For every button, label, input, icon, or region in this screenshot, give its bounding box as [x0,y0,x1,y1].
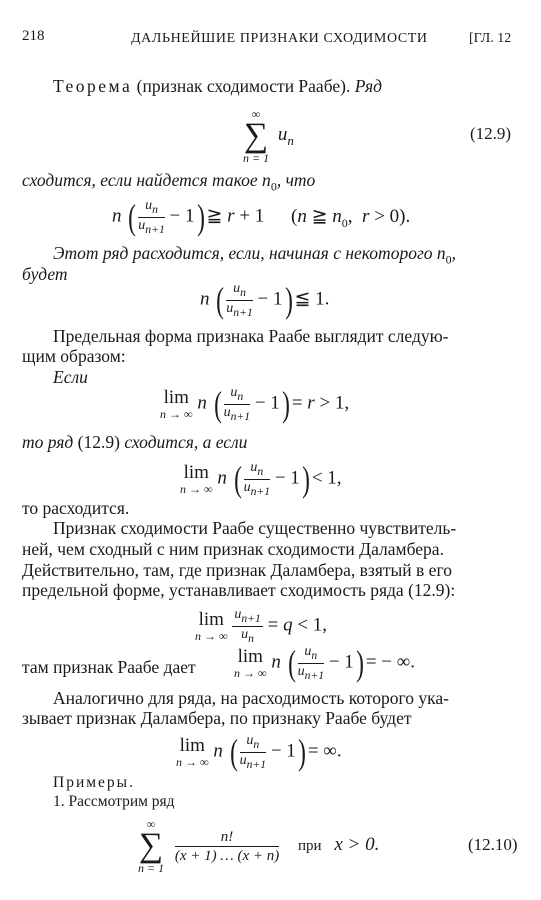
inequality-1: n ( $\frac{u_n}{u_{n+1}}$ − 1) ≧ r + 1 (n ≧ $n_0$, r > 0). [112,197,411,238]
n0-subscript-2: 0 [445,252,452,267]
sens-line-3: Действительно, там, где признак Даламбера, взятый в его [22,560,452,580]
inequality-2: n ( $\frac{u_n}{u_{n+1}}$ − 1) ≦ 1. [200,280,330,321]
diverges-text: Этот ряд расходится, если, начиная с некоторого n [53,243,446,263]
lim-label: lim [163,387,189,409]
equation-number-12-10: (12.10) [468,835,518,854]
limit-equation-4: lim n → ∞ n ( $\frac{u_n}{u_{n+1}}$ − 1) = − ∞. [234,643,416,684]
if-word: Если [53,367,88,387]
sum-symbol: ∞ ∑ n = 1 [243,107,270,165]
theorem-title: (признак сходимости Раабе). [136,76,351,96]
raabe-gives-text: там признак Раабе дает [22,657,196,677]
fraction-numerator: n! [175,828,279,847]
sum-symbol-2: ∞ ∑ n = 1 [138,817,165,875]
sum-lower-limit-2: n = 1 [138,861,165,875]
diverges-line-1 [53,243,456,271]
then-line [22,432,247,453]
limit-equation-5: lim n → ∞ n ( $\frac{u_n}{u_{n+1}}$ − 1) = ∞. [176,732,342,773]
then-text: то ряд [22,432,74,452]
at-word: при [298,838,322,855]
examples-title: Примеры. [53,774,135,791]
diverges-text-end: , [451,243,457,263]
theorem-lead: Ряд [354,76,382,96]
sum-lower-limit: n = 1 [243,151,270,165]
similar-line-1: Аналогично для ряда, на расходимость которого ука- [53,688,449,708]
equation-12-10 [138,818,379,874]
sum-upper-limit-2: ∞ [146,817,156,831]
chapter-label: [ГЛ. 12 [469,31,512,46]
limit-form-line-2: щим образом: [22,346,126,366]
diverges-line-2: будет [22,264,68,284]
equation-number-12-9: (12.9) [470,124,512,143]
limit-equation-3: lim n → ∞ $\frac{u_{n+1}}{u_n}$ = q < 1, [195,607,328,645]
sum-upper-limit: ∞ [251,107,261,121]
example-1-text: 1. Рассмотрим ряд [53,793,175,810]
then-text-2: сходится, а если [124,432,248,452]
then-equation-ref: (12.9) [77,432,120,452]
fraction-denominator: (x + 1) … (x + n) [174,847,280,864]
converges-text-end: , что [276,170,316,190]
condition-x: x > 0. [334,834,380,856]
theorem-word: Теорема [53,76,133,96]
similar-line-2: зывает признак Даламбера, по признаку Раабе будет [22,708,412,728]
equation-12-9 [243,108,294,164]
lim-subscript: n → ∞ [160,407,193,422]
diverges-short: то расходится. [22,498,130,518]
converges-text: сходится, если найдется такое n [22,170,271,190]
n0-subscript: 0 [270,179,277,194]
sens-line-1: Признак сходимости Раабе существенно чувствитель- [53,518,457,538]
series-term: u [277,124,288,146]
sens-line-4: предельной форме, устанавливает сходимость ряда (12.9): [22,580,456,600]
limit-equation-1: lim n → ∞ n ( $\frac{u_n}{u_{n+1}}$ − 1) = r > 1, [160,384,350,425]
limit-equation-2: lim n → ∞ n ( $\frac{u_n}{u_{n+1}}$ − 1) < 1, [180,459,342,500]
converges-condition-line [22,170,315,198]
series-term-subscript: n [287,133,294,149]
limit-form-line-1: Предельная форма признака Раабе выглядит следую- [53,326,449,346]
theorem-heading [53,76,382,97]
sens-line-2: ней, чем сходный с ним признак сходимости Даламбера. [22,539,444,559]
page-number: 218 [22,28,45,44]
running-title: ДАЛЬНЕЙШИЕ ПРИЗНАКИ СХОДИМОСТИ [131,31,428,46]
